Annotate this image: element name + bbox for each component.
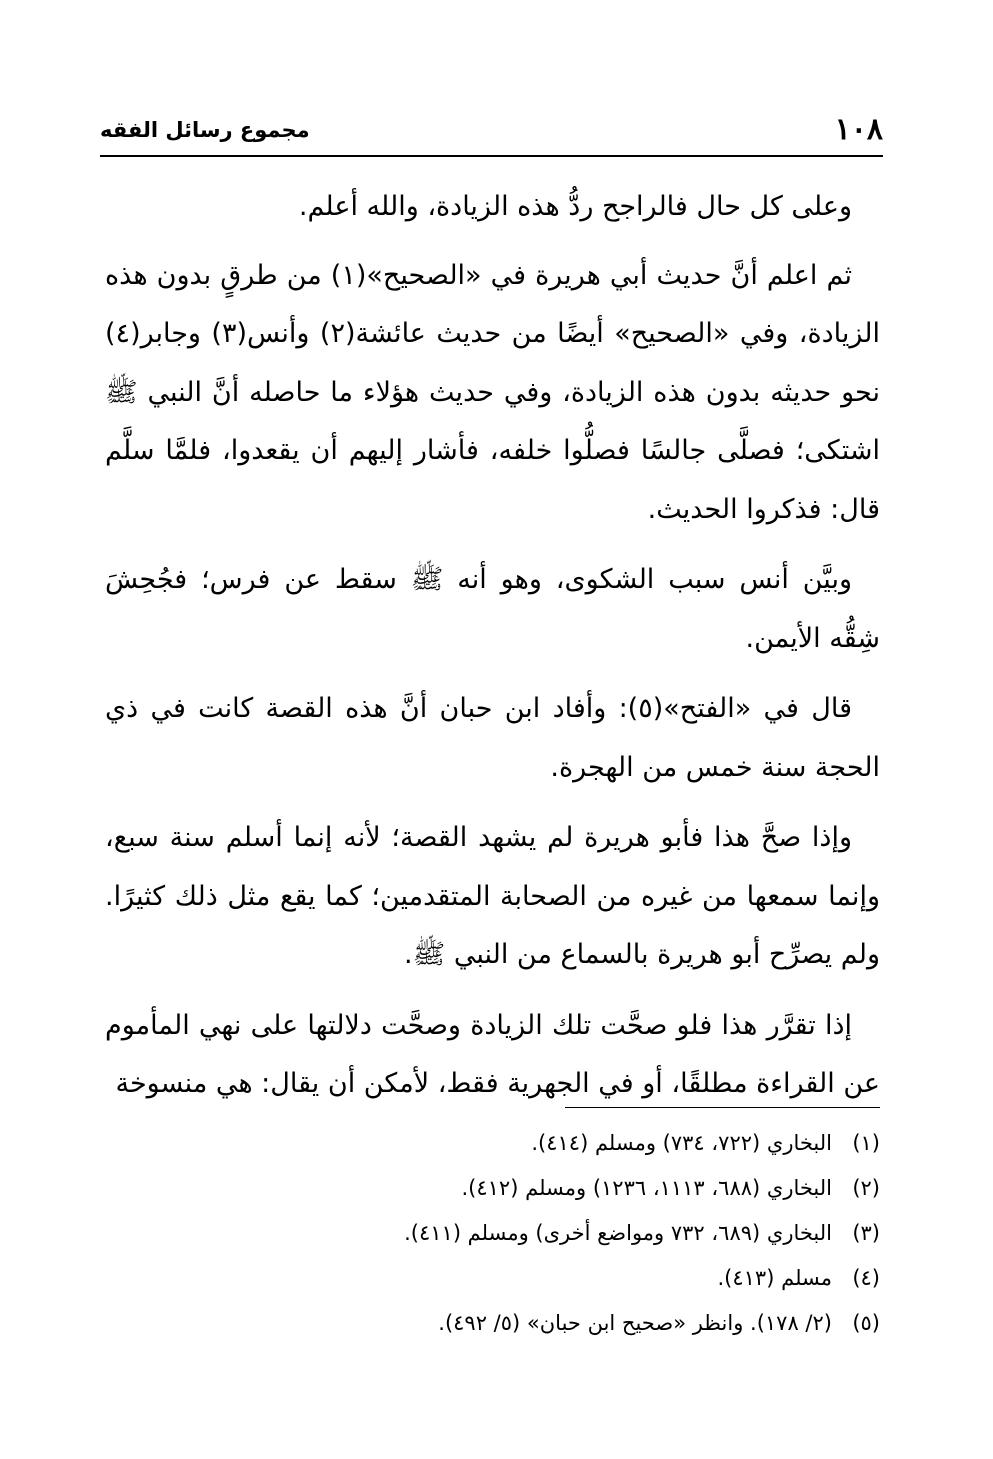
footnote-text: (٢/ ١٧٨). وانظر «صحيح ابن حبان» (٥/ ٤٩٢). (438, 1311, 832, 1335)
footnote-text: البخاري (٦٨٨، ١١١٣، ١٢٣٦) ومسلم (٤١٢). (461, 1176, 832, 1200)
page-header (100, 112, 883, 152)
footnote-number: (٤) (852, 1266, 880, 1290)
footnote-number: (١) (852, 1131, 880, 1155)
footnote-text: البخاري (٧٢٢، ٧٣٤) ومسلم (٤١٤). (531, 1131, 832, 1155)
footnote-number: (٣) (852, 1221, 880, 1245)
footnote (105, 1166, 880, 1211)
paragraph: وعلى كل حال فالراجح ردُّ هذه الزيادة، والله أعلم. (298, 191, 852, 222)
paragraph: قال في «الفتح»(٥): وأفاد ابن حبان أنَّ هذه القصة كانت في ذي الحجة سنة خمس من الهجرة. (105, 693, 880, 783)
footnote-number: (٥) (852, 1311, 880, 1335)
footnote-separator (565, 1107, 880, 1108)
page-number: ١٠٨ (834, 112, 883, 147)
footnote-text: البخاري (٦٨٩، ٧٣٢ ومواضع أخرى) ومسلم (٤١١). (404, 1221, 832, 1245)
footnote (105, 1301, 880, 1346)
paragraph: ثم اعلم أنَّ حديث أبي هريرة في «الصحيح»(١) من طرقٍ بدون هذه الزيادة، وفي «الصحيح» أيضًا من حديث عائشة(٢) وأنس(٣) وجابر(٤) نحو حديثه بدون هذه الزيادة، وفي حديث هؤلاء ما حاصله أنَّ النبي ﷺ اشتكى؛ فصلَّى جالسًا فصلُّوا خلفه، فأشار إليهم أن يقعدوا، فلمَّا سلَّم قال: فذكروا الحديث. (105, 259, 880, 525)
footnote-number: (٢) (852, 1176, 880, 1200)
footnote (105, 1121, 880, 1166)
running-title: مجموع رسائل الفقه (100, 118, 310, 142)
footnote (105, 1256, 880, 1301)
paragraph: وبيَّن أنس سبب الشكوى، وهو أنه ﷺ سقط عن فرس؛ فجُحِشَ شِقُّه الأيمن. (105, 564, 880, 654)
paragraph: إذا تقرَّر هذا فلو صحَّت تلك الزيادة وصحَّت دلالتها على نهي المأموم عن القراءة مطلقًا، أو في الجهرية فقط، لأمكن أن يقال: هي منسوخة (105, 1009, 880, 1099)
main-text (105, 178, 880, 1126)
footnote (105, 1211, 880, 1256)
paragraph: وإذا صحَّ هذا فأبو هريرة لم يشهد القصة؛ لأنه إنما أسلم سنة سبع، وإنما سمعها من غيره من الصحابة المتقدمين؛ كما يقع مثل ذلك كثيرًا. ولم يصرِّح أبو هريرة بالسماع من النبي ﷺ. (105, 822, 880, 970)
footnote-text: مسلم (٤١٣). (717, 1266, 832, 1290)
header-rule (100, 155, 883, 157)
footnotes (105, 1121, 880, 1346)
